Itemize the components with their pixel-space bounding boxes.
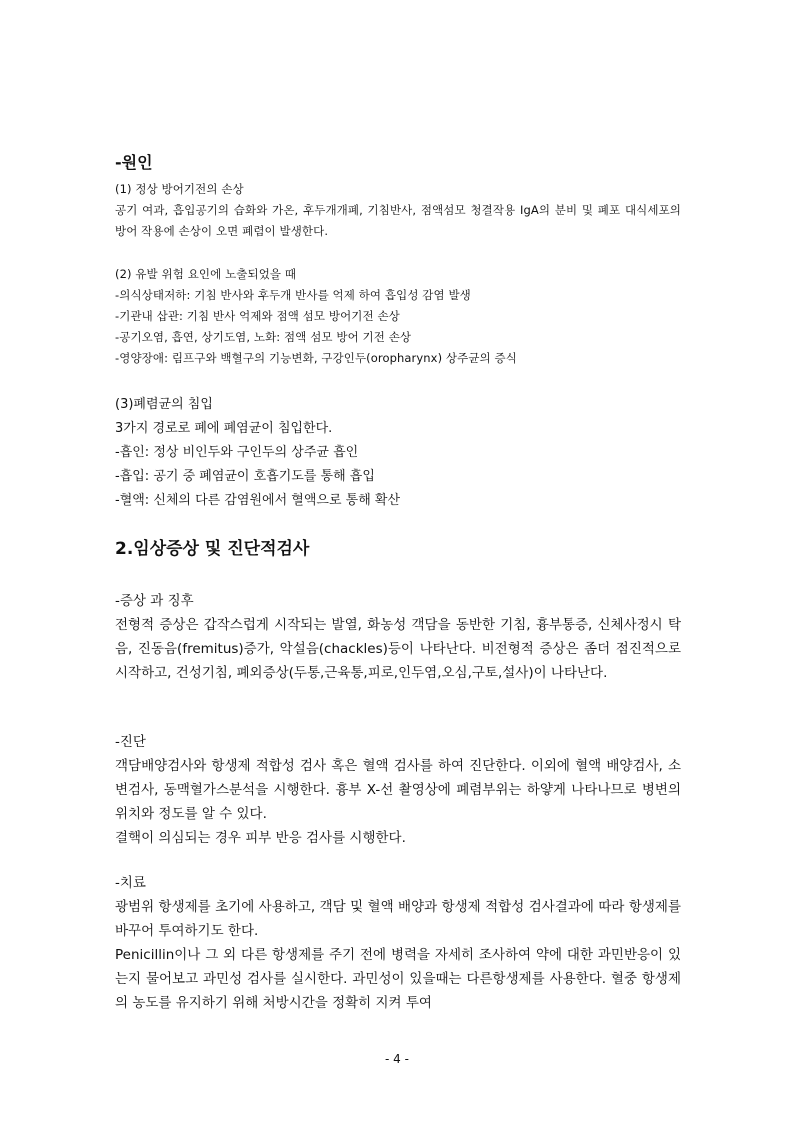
invasion-block xyxy=(115,393,681,513)
invasion-item: -흡입: 공기 중 폐염균이 호흡기도를 통해 흡입 xyxy=(115,469,375,484)
symptoms-block xyxy=(115,589,681,685)
sub2-title: (2) 유발 위험 요인에 노출되었을 때 xyxy=(115,267,297,281)
sub3-title: (3)폐렴균의 침입 xyxy=(115,397,213,412)
risk-item: -공기오염, 흡연, 상기도염, 노화: 점액 섬모 방어 기전 손상 xyxy=(115,330,412,344)
invasion-item: 3가지 경로로 폐에 폐염균이 침입한다. xyxy=(115,421,333,436)
risk-item: -기관내 삽관: 기침 반사 억제와 점액 섬모 방어기전 손상 xyxy=(115,309,400,323)
treatment-title: -치료 xyxy=(115,875,146,891)
page-number: - 4 - xyxy=(385,1052,409,1066)
treatment-block xyxy=(115,871,681,1015)
invasion-item: -흡인: 정상 비인두와 구인두의 상주균 흡인 xyxy=(115,445,359,460)
risk-item: -의식상태저하: 기침 반사와 후두개 반사를 억제 하여 흡입성 감염 발생 xyxy=(115,288,471,302)
defense-mechanism-block xyxy=(115,179,681,242)
risk-item: -영양장애: 림프구와 백혈구의 기능변화, 구강인두(oropharynx) 상주균의 증식 xyxy=(115,351,517,365)
section2-heading: 2.임상증상 및 진단적검사 xyxy=(115,539,310,559)
treatment-body-2: Penicillin이나 그 외 다른 항생제를 주기 전에 병력을 자세히 조사하여 약에 대한 과민반응이 있는지 물어보고 과민성 검사를 실시한다. 과민성이 있을때는 다른항생제를 사용한다. 혈중 항생제의 농도를 유지하기 위해 처방시간을 정확히 지켜 투여 xyxy=(115,947,681,1011)
cause-heading: -원인 xyxy=(115,153,153,172)
symptoms-body: 전형적 증상은 갑작스럽게 시작되는 발열, 화농성 객담을 동반한 기침, 흉부통증, 신체사정시 탁음, 진동음(fremitus)증가, 악설음(chackles)등이 나타난다. 비전형적 증상은 좀더 점진적으로 시작하고, 건성기침, 폐외증상(두통,근육통,피로,인두염,오심,구토,설사)이 나타난다. xyxy=(115,617,681,681)
diagnosis-body: 객담배양검사와 항생제 적합성 검사 혹은 혈액 검사를 하여 진단한다. 이외에 혈액 배양검사, 소변검사, 동맥혈가스분석을 시행한다. 흉부 X-선 촬영상에 폐렴부위는 하얗게 나타나므로 병변의 위치와 정도를 알 수 있다. xyxy=(115,758,681,822)
risk-factors-block xyxy=(115,264,681,369)
diagnosis-title: -진단 xyxy=(115,734,146,750)
diagnosis-body-2: 결핵이 의심되는 경우 피부 반응 검사를 시행한다. xyxy=(115,830,406,846)
symptoms-title: -증상 과 징후 xyxy=(115,593,194,609)
sub1-body: 공기 여과, 흡입공기의 습화와 가온, 후두개개폐, 기침반사, 점액섬모 청결작용 IgA의 분비 및 폐포 대식세포의 방어 작용에 손상이 오면 폐렴이 발생한다. xyxy=(115,203,681,238)
diagnosis-block xyxy=(115,730,681,850)
treatment-body: 광범위 항생제를 초기에 사용하고, 객담 및 혈액 배양과 항생제 적합성 검사결과에 따라 항생제를 바꾸어 투여하기도 한다. xyxy=(115,899,681,939)
invasion-item: -혈액: 신체의 다른 감염원에서 혈액으로 통해 확산 xyxy=(115,493,401,508)
sub1-title: (1) 정상 방어기전의 손상 xyxy=(115,182,244,196)
